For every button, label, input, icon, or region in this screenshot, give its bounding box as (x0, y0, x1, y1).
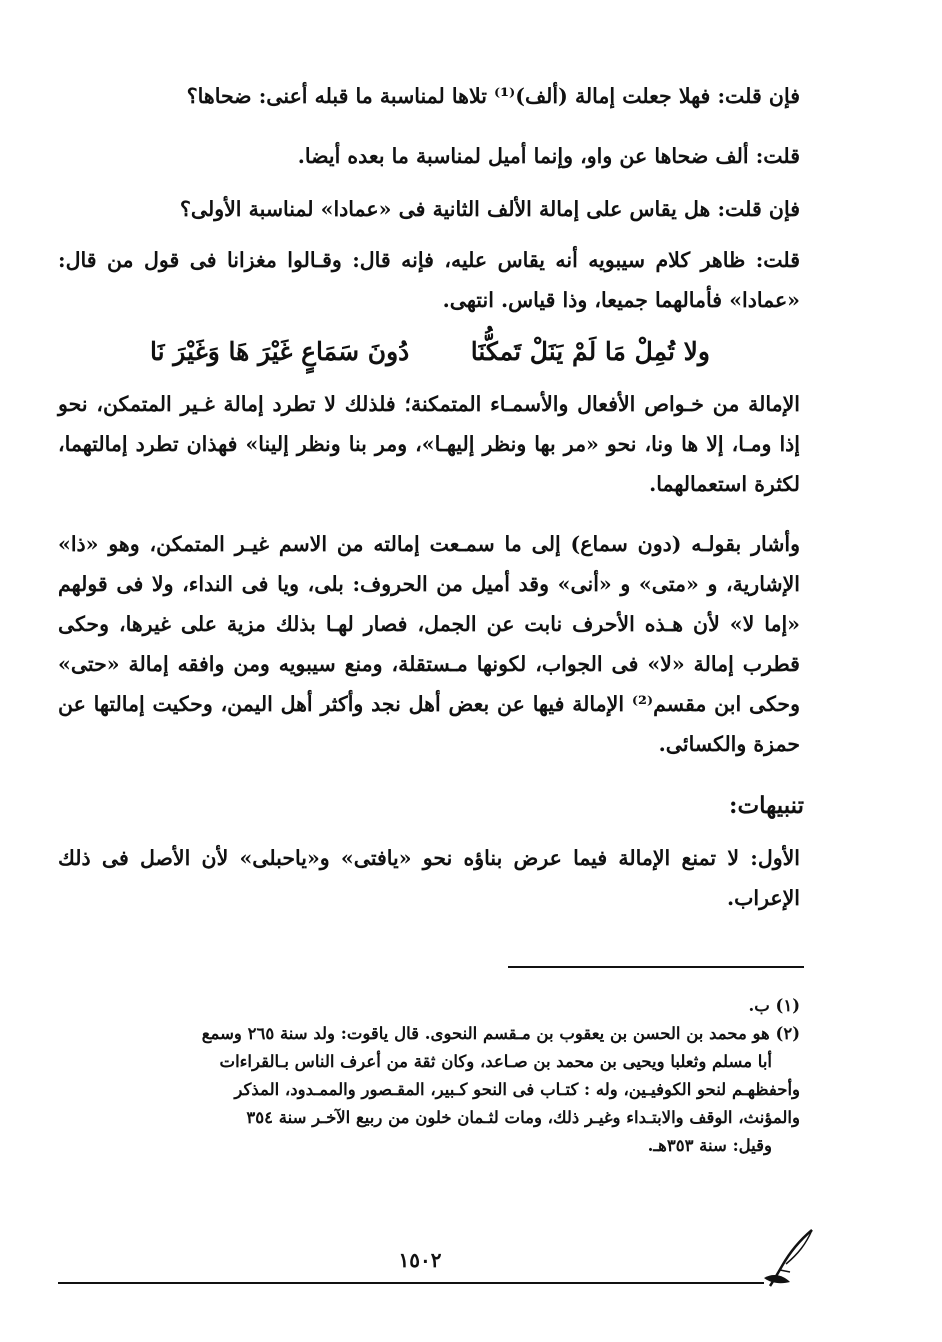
verse-right-hemistich: ولا تُمِلْ مَا لَمْ يَنَلْ تَمكُّنَا (470, 337, 710, 366)
footnotes (58, 992, 800, 1160)
verse-left-hemistich: دُونَ سَمَاعٍ غَيْرَ هَا وَغَيْرَ نَا (150, 337, 410, 366)
footnote-2-line: وأحفظهـم لنحو الكوفيـين، وله : كتـاب فى النحو كـبير، المقـصور والممـدود، المذكر (234, 1080, 800, 1099)
footnote-1: (١) ب. (748, 996, 800, 1015)
quill-icon (760, 1226, 820, 1290)
section-heading: تنبيهات: (729, 792, 804, 819)
paragraph-question-1: فإن قلت: فهلا جعلت إمالة (ألف)⁽¹⁾ تلاها لمناسبة ما قبله أعنى: ضحاها؟ (186, 84, 800, 108)
paragraph-first-note: الأول: لا تمنع الإمالة فيما عرض بناؤه نحو «يافتى» و«ياحبلى» لأن الأصل فى ذلك الإعراب. (58, 846, 800, 910)
paragraph-imala-rule: الإمالة من خـواص الأفعال والأسمـاء المتمكنة؛ فلذلك لا تطرد إمالة غـير المتمكن، نحو إذا ومـا، إلا ها ونا، نحو «مر بها ونظر إليهـا»، ومر بنا ونظر إلينا» فهذان تطرد إمالتهما، لكثرة استعمالهما. (58, 392, 800, 496)
poetry-verse (150, 330, 710, 374)
page-number: ١٥٠٢ (398, 1248, 442, 1272)
paragraph-question-2: فإن قلت: هل يقاس على إمالة الألف الثانية فى «عمادا» لمناسبة الأولى؟ (180, 197, 800, 221)
footnote-2-line: (٢) هو محمد بن الحسن بن يعقوب بن مـقسم النحوى. قال ياقوت: ولد سنة ٢٦٥ وسمع (201, 1024, 800, 1043)
footnote-2-line: وقيل: سنة ٣٥٣هـ. (647, 1136, 772, 1155)
paragraph-dun-samaa: وأشار بقولـه (دون سماع) إلى ما سمـعت إمالته من الاسم غيـر المتمكن، وهو «ذا» الإشارية، و «متى» و «أنى» وقد أميل من الحروف: بلى، ويا فى النداء، ولا فى قولهم «إما لا» لأن هـذه الأحرف نابت عن الجمل، فصار لهـا بذلك مزية على غيرها، وحكى قطرب إمالة «لا» فى الجواب، لكونها مـستقلة، ومنع سيبويه ومن وافقه إمالة «حتى» وحكى ابن مقسم⁽²⁾ الإمالة فيها عن بعض أهل نجد وأكثر أهل اليمن، وحكيت إمالتها عن حمزة والكسائى. (58, 532, 800, 756)
bottom-rule (58, 1282, 764, 1284)
footnote-divider (508, 966, 804, 968)
paragraph-answer-2: قلت: ظاهر كلام سيبويه أنه يقاس عليه، فإنه قال: وقـالوا مغزانا فى قول من قال: «عمادا» فأمالهما جميعا، وذا قياس. انتهى. (58, 248, 800, 312)
paragraph-answer-1: قلت: ألف ضحاها عن واو، وإنما أميل لمناسبة ما بعده أيضا. (297, 144, 800, 168)
footnote-2-line: والمؤنث، الوقف والابتـداء وغيـر ذلك، ومات لثـمان خلون من ربيع الآخـر سنة ٣٥٤ (246, 1108, 800, 1127)
footnote-2-line: أبا مسلم وثعلبا ويحيى بن محمد بن صـاعد، وكان ثقة من أعرف الناس بـالقراءات (219, 1052, 772, 1071)
